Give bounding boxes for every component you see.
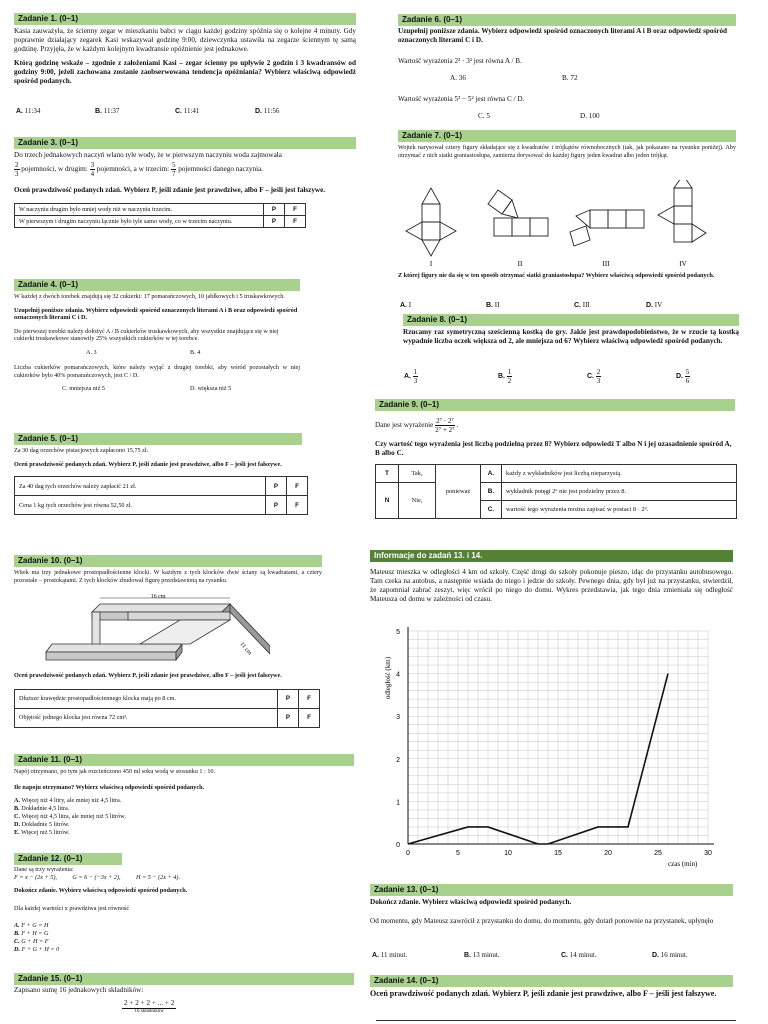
y-tick-label: 0 — [396, 842, 400, 849]
task-8-option-a[interactable]: A. $\frac{1}{3}$ — [404, 368, 418, 385]
task-4-question: Uzupełnij poniższe zdania. Wybierz odpowiedź spośród oznaczonych literami A i B oraz odpowiedź spośród oznaczonych literami C i D. — [14, 306, 298, 322]
task-11-option-d[interactable]: D. Dokładnie 5 litrów. — [14, 821, 70, 829]
prism-nets-figure — [400, 180, 740, 270]
task-1-question: Którą godzinę wskaże – zgodnie z założeniami Kasi – zegar ścienny po upływie 2 godzin i 3 kwadransów od godziny 9:00, jeżeli zachowana zostanie zaobserwowana tendencja opóźniania? Wybierz właściwą odpowiedź spośród podanych. — [14, 59, 356, 85]
task-11-option-a[interactable]: A. Więcej niż 4 litry, ale mniej niż 4,5 litra. — [14, 797, 122, 805]
task-4-option-b[interactable]: B. 4 — [190, 348, 201, 356]
task-11-question: Ile napoju otrzymano? Wybierz właściwą odpowiedź spośród podanych. — [14, 783, 205, 791]
x-tick-label: 25 — [654, 850, 662, 857]
task-13-title: Zadanie 13. (0–1) — [370, 884, 733, 896]
answer-n[interactable]: N — [376, 483, 399, 519]
task-6-question: Uzupełnij poniższe zdania. Wybierz odpowiedź spośród oznaczonych literami A i B oraz odpowiedź spośród oznaczonych literami C i D. — [398, 27, 728, 44]
task-4-title: Zadanie 4. (0–1) — [14, 279, 300, 291]
task-3-question: Oceń prawdziwość podanych zdań. Wybierz P, jeśli zdanie jest prawdziwe, albo F – jeśli jest fałszywe. — [14, 186, 326, 194]
task-12-stem: Dla każdej wartości x prawdziwa jest równość — [14, 904, 130, 912]
task-6 — [398, 14, 736, 121]
distance-time-chart — [372, 625, 742, 875]
figure-label-4: IV — [679, 260, 687, 268]
task-15-body: Zapisano sumę 16 jednakowych składników: — [14, 986, 144, 994]
task-8 — [403, 314, 739, 346]
task-11 — [14, 754, 354, 837]
x-tick-label: 30 — [704, 850, 712, 857]
task-12-option-b[interactable]: B. F + H = G — [14, 930, 49, 938]
task-3-fractions: $\frac{2}{3}$ pojemności, w drugim: $\frac{3}{4}$ pojemności, a w trzecim: $\frac{5}{7}$ pojemności danego naczynia. — [15, 161, 264, 178]
task-8-option-b[interactable]: B. $\frac{1}{2}$ — [498, 368, 512, 385]
task-11-option-e[interactable]: E. Więcej niż 5 litrów. — [14, 829, 70, 837]
task-11-title: Zadanie 11. (0–1) — [14, 754, 354, 766]
info-title: Informacje do zadań 13. i 14. — [370, 550, 733, 562]
task-10 — [14, 555, 322, 584]
false-box[interactable]: F — [287, 477, 308, 496]
task-10-question: Oceń prawdziwość podanych zdań. Wybierz P, jeśli zdanie jest prawdziwe, albo F – jeśli jest fałszywe. — [14, 672, 282, 679]
y-tick-label: 3 — [396, 714, 400, 722]
task-14-question: Oceń prawdziwość podanych zdań. Wybierz P, jeśli zdanie jest prawdziwe, albo F – jeśli jest fałszywe. — [370, 989, 717, 998]
task-3-title: Zadanie 3. (0–1) — [14, 137, 356, 149]
task-8-option-c[interactable]: C. $\frac{2}{3}$ — [587, 368, 601, 385]
x-tick-label: 15 — [554, 850, 562, 857]
task-7-body: Wojtek narysował cztery figury składające się z kwadratów i trójkątów równobocznych (tak, jak pokazano na rysunku poniżej). Aby otrzymać z nich siatki graniastosłupa, zamierza dorysować do każdej figury jeden kwadrat albo jeden trójkąt. — [398, 144, 736, 159]
task-6-option-d[interactable]: D. 100 — [580, 112, 600, 120]
task-10-title: Zadanie 10. (0–1) — [14, 555, 322, 567]
reason-a[interactable]: A. — [481, 465, 502, 483]
x-tick-label: 0 — [406, 850, 410, 857]
task-6-option-b[interactable]: B. 72 — [562, 74, 578, 82]
task-5-body: Za 30 dag orzechów pistacjowych zapłacono 15,75 zł. — [14, 447, 149, 454]
false-box[interactable]: F — [285, 216, 306, 228]
task-14-title: Zadanie 14. (0–1) — [370, 975, 733, 987]
task-4-sentence-1: Do pierwszej torebki należy dołożyć A / B cukierków truskawkowych, aby wszystkie znajdujące się w niej cukierki truskawkowe stanowiły 25% wszystkich cukierków w tej torebce. — [14, 327, 279, 343]
dim-width-label: 11 cm — [238, 641, 253, 657]
task-15-sum: 2 + 2 + 2 + ... + 2 — [124, 999, 175, 1007]
task-5-title: Zadanie 5. (0–1) — [14, 433, 302, 445]
task-7-question: Z której figury nie da się w ten sposób otrzymać siatki graniastosłupa? Wybierz właściwą odpowiedź spośród podanych. — [398, 272, 715, 279]
task-1-option-a[interactable]: A. 11:34 — [16, 107, 41, 115]
task-7-option-a[interactable]: A. I — [400, 301, 412, 309]
true-box[interactable]: P — [278, 708, 299, 727]
false-box[interactable]: F — [299, 708, 320, 727]
task-7-option-b[interactable]: B. II — [486, 301, 500, 309]
x-axis-label: czas (min) — [668, 860, 698, 868]
task-13-option-c[interactable]: C. 14 minut. — [561, 951, 597, 959]
task-12 — [14, 853, 354, 954]
table-row: W naczyniu drugim było mniej wody niż w naczyniu trzecim. P F — [15, 204, 306, 216]
task-12-options — [14, 922, 354, 954]
x-tick-label: 10 — [504, 850, 512, 857]
true-box[interactable]: P — [264, 204, 285, 216]
task-13-option-d[interactable]: D. 16 minut. — [652, 951, 688, 959]
y-tick-label: 5 — [396, 629, 400, 636]
task-9-given: Dane jest wyrażenie $\frac{\text{2⁷ · 2⁷}}{\text{2⁷ + 2⁷}}$ . — [375, 417, 459, 434]
false-box[interactable]: F — [285, 204, 306, 216]
task-5-table — [14, 476, 308, 515]
task-4-sentence-2: Liczba cukierków pomarańczowych, które należy wyjąć z drugiej torebki, aby wśród pozostałych w niej cukierków było 40% pomarańczowych, jest C / D. — [14, 363, 300, 379]
task-13-stem: Od momentu, gdy Mateusz zawrócił z przystanku do domu, do momentu, gdy dotarł ponownie na przystanek, upłynęło — [370, 917, 714, 925]
task-3-body: Do trzech jednakowych naczyń wlano tyle wody, że w pierwszym naczyniu woda zajmowała — [14, 151, 282, 159]
task-3 — [14, 137, 356, 228]
true-box[interactable]: P — [264, 216, 285, 228]
task-8-title: Zadanie 8. (0–1) — [403, 314, 739, 326]
task-1-option-b[interactable]: B. 11:37 — [95, 107, 120, 115]
figure-label-1: I — [429, 260, 433, 268]
task-12-option-d[interactable]: D. F + G + H = 0 — [14, 946, 60, 954]
task-7 — [398, 130, 736, 159]
task-12-title: Zadanie 12. (0–1) — [14, 853, 122, 865]
task-14-table-edge — [376, 1020, 736, 1021]
info-13-14 — [370, 550, 733, 604]
y-tick-label: 4 — [396, 671, 400, 679]
task-12-question: Dokończ zdanie. Wybierz właściwą odpowiedź spośród podanych. — [14, 887, 188, 895]
task-12-option-a[interactable]: A. F + G = H — [14, 922, 49, 930]
task-6-sentence-1: Wartość wyrażenia 2³ · 3² jest równa A / B. — [398, 57, 522, 65]
true-box[interactable]: P — [278, 689, 299, 708]
task-5-question: Oceń prawdziwość podanych zdań. Wybierz P, jeśli zdanie jest prawdziwe, albo F – jeśli jest fałszywe. — [14, 460, 282, 468]
task-1-title: Zadanie 1. (0–1) — [14, 13, 356, 25]
false-box[interactable]: F — [299, 689, 320, 708]
task-9 — [375, 399, 735, 519]
task-9-title: Zadanie 9. (0–1) — [375, 399, 735, 411]
task-13-question: Dokończ zdanie. Wybierz właściwą odpowiedź spośród podanych. — [370, 898, 572, 906]
task-10-body: Witek ma trzy jednakowe prostopadłościenne klocki. W każdym z tych klocków dwie ściany są kwadratami, a cztery pozostałe – prostokątami. Z tych klocków zbudował figurę przedstawioną na rysunku. — [14, 569, 322, 584]
task-13 — [370, 884, 733, 926]
x-tick-label: 5 — [456, 850, 460, 857]
figure-label-3: III — [602, 260, 610, 268]
task-1 — [14, 13, 356, 86]
chart-ticks — [396, 629, 712, 857]
task-15-title: Zadanie 15. (0–1) — [14, 973, 354, 985]
task-12-body: Dane są trzy wyrażenia: — [14, 866, 74, 873]
task-13-option-a[interactable]: A. 11 minut. — [372, 951, 408, 959]
task-4-option-c[interactable]: C. mniejsza niż 5 — [62, 385, 105, 393]
task-15-sum-note: 16 składników — [134, 1009, 164, 1014]
chart-grid — [408, 631, 708, 844]
task-7-lower — [398, 272, 736, 280]
task-11-option-c[interactable]: C. Więcej niż 4,5 litra, ale mniej niż 5 litrów. — [14, 813, 126, 821]
true-box[interactable]: P — [266, 477, 287, 496]
task-11-options — [14, 797, 354, 837]
task-10-lower — [14, 672, 322, 728]
task-3-table — [14, 203, 306, 228]
y-tick-label: 1 — [396, 799, 400, 807]
reason-c[interactable]: C. — [481, 501, 502, 519]
task-15 — [14, 973, 354, 1014]
true-box[interactable]: P — [266, 496, 287, 515]
answer-t[interactable]: T — [376, 465, 399, 483]
task-8-option-d[interactable]: D. $\frac{5}{6}$ — [676, 368, 690, 385]
table-row: Dłuższe krawędzie prostopadłościennego klocka mają po 8 cm. P F — [15, 689, 320, 708]
y-tick-label: 2 — [396, 756, 400, 764]
task-6-option-a[interactable]: A. 36 — [450, 74, 466, 82]
task-12-option-c[interactable]: C. G + H = F — [14, 938, 49, 946]
false-box[interactable]: F — [287, 496, 308, 515]
task-4 — [14, 279, 300, 394]
task-4-option-d[interactable]: D. większa niż 5 — [190, 385, 232, 393]
task-1-option-d[interactable]: D. 11:56 — [255, 107, 280, 115]
task-11-option-b[interactable]: B. Dokładnie 4,5 litra. — [14, 805, 70, 813]
task-7-title: Zadanie 7. (0–1) — [398, 130, 736, 142]
task-7-option-c[interactable]: C. III — [574, 301, 590, 309]
task-1-option-c[interactable]: C. 11:41 — [175, 107, 200, 115]
blocks-figure — [30, 594, 270, 668]
task-5 — [14, 433, 314, 515]
dim-length-label: 16 cm — [150, 594, 166, 600]
task-6-sentence-2: Wartość wyrażenia 5³ − 5² jest równa C / D. — [398, 95, 525, 103]
x-tick-label: 20 — [604, 850, 612, 857]
reason-b[interactable]: B. — [481, 483, 502, 501]
info-body: Mateusz mieszka w odległości 4 km od szkoły. Część drogi do szkoły pokonuje pieszo, idąc do przystanku autobusowego. Tam czeka na autobus, a następnie wsiada do niego i jedzie do szkoły. Pewnego dnia, gdy był już na przystanku, stwierdził, że zapomniał zabrać zeszyt, więc wrócił po niego do domu. Wykres przedstawia, jak tego dnia zmieniała się odległość Mateusza od domu w zależności od czasu. — [370, 568, 733, 603]
task-10-table — [14, 689, 320, 728]
table-row: Cena 1 kg tych orzechów jest równa 52,50 zł. P F — [15, 496, 308, 515]
task-13-option-b[interactable]: B. 13 minut. — [464, 951, 500, 959]
table-row: Objętość jednego klocka jest równa 72 cm³. P F — [15, 708, 320, 727]
table-row: Za 40 dag tych orzechów należy zapłacić 21 zł. P F — [15, 477, 308, 496]
task-4-option-a[interactable]: A. 3 — [86, 348, 97, 356]
task-11-body: Napój otrzymano, po tym jak rozcieńczono 450 ml soku wodą w stosunku 1 : 10. — [14, 768, 216, 775]
task-1-body: Kasia zauważyła, że ścienny zegar w mieszkaniu babci w ciągu każdej godziny spóźnia się o kolejne 4 minuty. Gdy poprawnie działający zegarek Kasi wskazywał godzinę 9:00, dziewczynka ustawiła na zegarze ściennym tę samą godzinę. Przyjęła, że w każdym kolejnym kwadransie opóźnienie jest jednakowe. — [14, 27, 356, 53]
task-8-question: Rzucamy raz symetryczną sześcienną kostką do gry. Jakie jest prawdopodobieństwo, że w rzucie tą kostką wypadnie liczba oczek większa od 2, ale mniejsza od 6? Wybierz właściwą odpowiedź spośród podanych. — [403, 328, 739, 345]
task-6-title: Zadanie 6. (0–1) — [398, 14, 736, 26]
task-6-option-c[interactable]: C. 5 — [478, 112, 490, 120]
y-axis-label: odległość (km) — [384, 656, 392, 700]
task-12-expressions: F = x − (2x + 5), G = 6 − (−3x + 2), H = 5 − (2x + 4). — [14, 873, 180, 881]
task-14 — [370, 975, 733, 999]
task-9-table: T Tak, ponieważ A. każdy z wykładników jest liczbą nieparzystą. N Nie, B. wykładnik potęgi 2⁶ nie jest podzielny przez 8. C. wartość tego wyrażenia można zapisać w postaci 8 · 2³. — [375, 464, 737, 519]
task-4-body: W każdej z dwóch torebek znajdują się 32 cukierki: 17 pomarańczowych, 10 jabłkowych i 5 truskawkowych. — [14, 293, 285, 300]
table-row: W pierwszym i drugim naczyniu łącznie było tyle samo wody, co w trzecim naczyniu. P F — [15, 216, 306, 228]
task-7-option-d[interactable]: D. IV — [646, 301, 663, 309]
figure-label-2: II — [517, 260, 523, 268]
task-9-question: Czy wartość tego wyrażenia jest liczbą podzielną przez 8? Wybierz odpowiedź T albo N i jej uzasadnienie spośród A, B albo C. — [375, 440, 732, 457]
